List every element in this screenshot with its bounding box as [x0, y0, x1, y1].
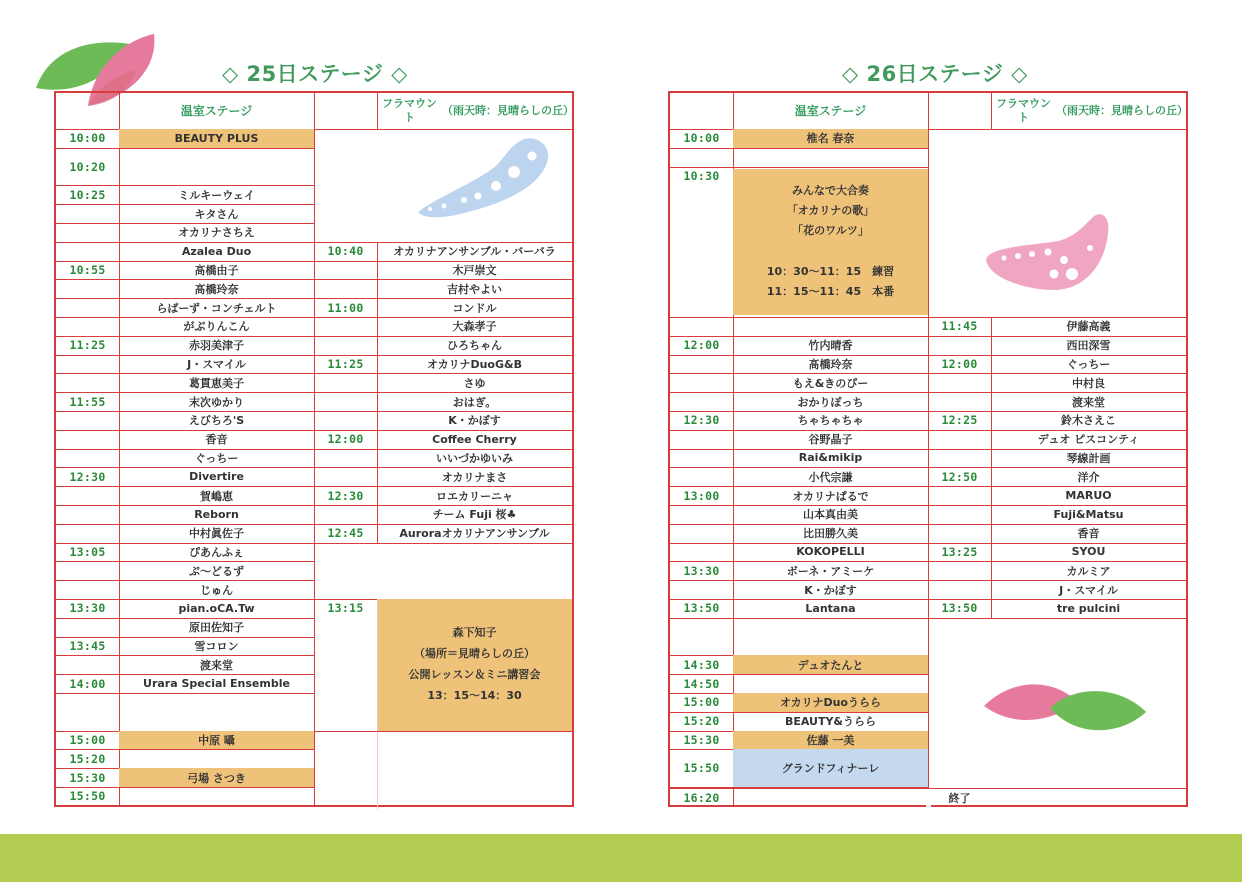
- time-slot: 13:50: [941, 601, 978, 616]
- time-slot: 15:00: [683, 695, 720, 710]
- time-slot: 13:15: [327, 601, 364, 616]
- time-slot: 13:30: [683, 563, 720, 578]
- performer-name: 末次ゆかり: [189, 395, 244, 409]
- performer-name: コンドル: [452, 301, 497, 315]
- time-slot: 15:20: [683, 714, 720, 729]
- performer-name: ボーネ・アミーケ: [786, 564, 875, 578]
- time-slot: [928, 486, 991, 505]
- time-slot: 15:30: [69, 770, 106, 785]
- time-slot: 14:50: [683, 676, 720, 691]
- time-slot: 10:55: [69, 262, 106, 277]
- day26-title: ◇ 26日ステージ ◇: [842, 62, 1028, 86]
- performer-name: [119, 693, 314, 731]
- time-slot: [928, 561, 991, 580]
- time-slot: [56, 430, 119, 449]
- time-slot: 12:45: [327, 526, 364, 541]
- performer-name: 鈴木さえこ: [1061, 414, 1116, 428]
- day25-title: ◇ 25日ステージ ◇: [222, 62, 408, 86]
- header-greenhouse-stage: 温室ステージ: [180, 103, 253, 118]
- performer-name: Fuji&Matsu: [1053, 507, 1124, 521]
- performer-name: ひろちゃん: [447, 339, 502, 353]
- time-slot: 12:30: [327, 488, 364, 503]
- ensemble-line: 「オカリナの歌」: [786, 204, 875, 218]
- time-slot: [670, 449, 733, 468]
- performer-name: 比田勝久美: [803, 527, 858, 541]
- performer-name: Reborn: [194, 507, 239, 521]
- performer-name: ぐっちー: [1066, 357, 1111, 371]
- time-slot: [928, 430, 991, 449]
- header-flamount-subtitle: （雨天時：見晴らしの丘）: [1056, 103, 1188, 117]
- row-divider: [56, 806, 314, 807]
- time-slot: 14:30: [683, 657, 720, 672]
- time-slot: [56, 618, 119, 637]
- time-slot: 15:30: [683, 732, 720, 747]
- performer-name: オカリナDuoG&B: [427, 357, 522, 371]
- time-slot: 11:25: [327, 356, 364, 371]
- performer-name: 佐藤 一美: [733, 731, 928, 750]
- end-label: 終了: [948, 791, 971, 805]
- time-slot: [670, 373, 733, 392]
- performer-name: デュオたんと: [733, 655, 928, 674]
- performer-name: チーム Fuji 桜♣: [432, 508, 517, 522]
- special-lesson-line: （場所＝見晴らしの丘）: [414, 646, 535, 660]
- header-flamount-stage: [377, 93, 572, 129]
- performer-name: KOKOPELLI: [796, 545, 865, 559]
- ensemble-line: [829, 242, 833, 262]
- time-slot: [670, 430, 733, 449]
- performer-name: Auroraオカリナアンサンブル: [399, 527, 550, 541]
- performer-name: えびちろ'S: [188, 414, 245, 428]
- header-empty-time: [314, 93, 377, 129]
- performer-name: ちゃちゃちゃ: [797, 414, 864, 428]
- time-slot: 12:00: [683, 338, 720, 353]
- row-divider: [928, 618, 1186, 619]
- column-divider: [991, 93, 992, 129]
- performer-name: 谷野晶子: [808, 433, 853, 447]
- time-slot: [928, 449, 991, 468]
- time-slot: 11:25: [69, 338, 106, 353]
- performer-name: 雪コロン: [194, 639, 239, 653]
- time-slot: 13:00: [683, 488, 720, 503]
- time-slot: [928, 336, 991, 355]
- time-slot: [56, 279, 119, 298]
- time-slot: 13:25: [941, 544, 978, 559]
- time-slot: [670, 543, 733, 562]
- header-greenhouse-stage: 温室ステージ: [794, 103, 867, 118]
- performer-name: MARUO: [1065, 489, 1112, 503]
- time-slot: [56, 505, 119, 524]
- performer-name: おかりぽっち: [797, 395, 864, 409]
- time-slot: 11:00: [327, 300, 364, 315]
- time-slot: [56, 411, 119, 430]
- time-slot: 15:50: [69, 789, 106, 804]
- time-slot: 12:50: [941, 469, 978, 484]
- time-slot: 10:30: [683, 168, 720, 183]
- time-slot: [314, 261, 377, 280]
- performer-name: 琴線計画: [1066, 451, 1111, 465]
- header-empty-time: [928, 93, 991, 129]
- performer-name: デュオ ピスコンティ: [1037, 433, 1140, 447]
- performer-name: 髙橋由子: [194, 263, 239, 277]
- performer-name: もえ&きのぴー: [792, 376, 869, 390]
- footer-band: [0, 834, 1242, 882]
- performer-name: 大森孝子: [452, 320, 497, 334]
- time-slot: [314, 317, 377, 336]
- time-slot: [314, 392, 377, 411]
- time-slot: 13:50: [683, 601, 720, 616]
- time-slot: [56, 524, 119, 543]
- performer-name: 弓場 さつき: [119, 768, 314, 787]
- time-slot: 15:20: [69, 751, 106, 766]
- time-slot: [56, 317, 119, 336]
- performer-name: K・かぼす: [448, 414, 501, 428]
- ensemble-line: みんなで大合奏: [792, 183, 869, 197]
- special-lesson-line: 森下知子: [452, 626, 497, 640]
- performer-name: 渡来堂: [200, 658, 233, 672]
- time-slot: [56, 373, 119, 392]
- performer-name: BEAUTY PLUS: [119, 129, 314, 148]
- performer-name: 西田深雪: [1066, 339, 1111, 353]
- performer-name: Lantana: [805, 601, 856, 615]
- performer-name: 葛貫恵美子: [189, 376, 244, 390]
- time-slot: 12:25: [941, 413, 978, 428]
- performer-name: 中原 囁: [119, 731, 314, 750]
- performer-name: [733, 674, 928, 693]
- performer-name: キタさん: [194, 207, 239, 221]
- time-slot: 12:30: [683, 413, 720, 428]
- header-empty-time: [56, 93, 119, 129]
- time-slot: [314, 373, 377, 392]
- time-slot: 13:30: [69, 601, 106, 616]
- time-slot: [56, 580, 119, 599]
- performer-name: [119, 787, 314, 806]
- time-slot: 13:45: [69, 638, 106, 653]
- performer-name: ミルキーウェイ: [178, 188, 255, 202]
- ensemble-line: 「花のワルツ」: [792, 224, 869, 238]
- time-slot: [670, 355, 733, 374]
- time-slot: 10:20: [69, 159, 106, 174]
- performer-name: さゆ: [463, 376, 486, 390]
- column-divider: [377, 242, 378, 543]
- header-flamount-title: フラマウント: [382, 96, 437, 124]
- header-flamount-stage: [991, 93, 1186, 129]
- performer-name: グランドフィナーレ: [733, 749, 928, 787]
- time-slot: [56, 693, 119, 731]
- time-slot: [928, 392, 991, 411]
- time-slot: 13:05: [69, 544, 106, 559]
- performer-name: 伊藤高義: [1066, 320, 1111, 334]
- ensemble-block: [733, 169, 928, 315]
- time-slot: 10:00: [69, 131, 106, 146]
- performer-name: Rai&mikip: [798, 451, 863, 465]
- performer-name: 椎名 春奈: [733, 129, 928, 148]
- time-slot: [670, 148, 733, 167]
- time-slot: 11:55: [69, 394, 106, 409]
- time-slot: [928, 524, 991, 543]
- performer-name: らばーず・コンチェルト: [156, 301, 277, 315]
- performer-name: 中村眞佐子: [189, 527, 244, 541]
- ensemble-line: 10：30～11：15 練習: [766, 265, 895, 279]
- time-slot: 12:30: [69, 469, 106, 484]
- performer-name: Urara Special Ensemble: [143, 677, 290, 691]
- performer-name: 香音: [1077, 527, 1100, 541]
- time-slot: [928, 505, 991, 524]
- performer-name: 中村良: [1072, 376, 1105, 390]
- column-divider: [991, 317, 992, 618]
- performer-name: pian.oCA.Tw: [178, 601, 255, 615]
- performer-name: SYOU: [1071, 545, 1106, 559]
- time-slot: 10:25: [69, 187, 106, 202]
- performer-name: 原田佐知子: [189, 621, 244, 635]
- performer-name: 香音: [205, 433, 228, 447]
- performer-name: オカリナDuoうらら: [733, 693, 928, 712]
- time-slot: [56, 486, 119, 505]
- performer-name: Divertire: [189, 470, 244, 484]
- time-slot: [314, 449, 377, 468]
- performer-name: がぶりんこん: [183, 320, 250, 334]
- time-slot: [56, 449, 119, 468]
- performer-name: 賀嶋恵: [200, 489, 233, 503]
- time-slot: [56, 355, 119, 374]
- time-slot: [56, 242, 119, 261]
- time-slot: [928, 373, 991, 392]
- day25-schedule-table: [54, 91, 574, 807]
- performer-name: J・スマイル: [187, 357, 246, 371]
- performer-name: 小代宗謙: [808, 470, 853, 484]
- row-divider: [670, 317, 928, 318]
- header-flamount-subtitle: （雨天時：見晴らしの丘）: [442, 103, 574, 117]
- performer-name: ぴあんふぇ: [189, 545, 244, 559]
- row-divider: [314, 731, 572, 732]
- row-divider: [670, 618, 928, 619]
- header-empty-time: [670, 93, 733, 129]
- day26-schedule-table: [668, 91, 1188, 807]
- time-slot: [314, 411, 377, 430]
- performer-name: オカリナアンサンブル・バーバラ: [393, 245, 556, 259]
- performer-name: 髙橋玲奈: [808, 357, 853, 371]
- performer-name: オカリナぱるで: [792, 489, 869, 503]
- performer-name: オカリナまさ: [441, 470, 508, 484]
- time-slot: 12:00: [941, 356, 978, 371]
- performer-name: 渡来堂: [1072, 395, 1105, 409]
- column-divider: [377, 93, 378, 129]
- time-slot: 10:40: [327, 244, 364, 259]
- time-slot: [928, 580, 991, 599]
- ensemble-line: 11：15～11：45 本番: [766, 285, 895, 299]
- performer-name: ぷ～どるず: [189, 564, 244, 578]
- time-slot: [56, 223, 119, 242]
- performer-name: じゅん: [200, 583, 233, 597]
- time-slot: [56, 655, 119, 674]
- performer-name: 赤羽美津子: [189, 339, 244, 353]
- performer-name: 洋介: [1077, 470, 1100, 484]
- performer-name: tre pulcini: [1056, 601, 1121, 615]
- time-slot: 10:00: [683, 131, 720, 146]
- performer-name: ぐっちー: [194, 451, 239, 465]
- time-slot: [56, 561, 119, 580]
- time-slot: [670, 580, 733, 599]
- time-slot: [670, 505, 733, 524]
- time-slot: [670, 392, 733, 411]
- performer-name: ロエカリーニャ: [436, 489, 513, 503]
- time-slot: [670, 524, 733, 543]
- row-divider: [314, 543, 572, 544]
- performer-name: Coffee Cherry: [432, 432, 517, 446]
- special-lesson-line: 13：15～14：30: [427, 688, 522, 702]
- column-divider: [377, 599, 378, 809]
- time-slot: [314, 279, 377, 298]
- time-slot: 15:50: [683, 761, 720, 776]
- time-slot: 14:00: [69, 676, 106, 691]
- performer-name: [119, 148, 314, 186]
- performer-name: [119, 749, 314, 768]
- time-slot: [314, 467, 377, 486]
- time-slot: [314, 336, 377, 355]
- special-lesson-block: [377, 599, 572, 731]
- performer-name: Azalea Duo: [181, 244, 252, 258]
- time-slot: [56, 298, 119, 317]
- performer-name: K・かぼす: [804, 583, 857, 597]
- time-slot: 15:00: [69, 732, 106, 747]
- performer-name: BEAUTY&うらら: [784, 715, 877, 729]
- performer-name: いいづかゆいみ: [436, 451, 513, 465]
- performer-name: 髙橋玲奈: [194, 282, 239, 296]
- time-slot: [56, 204, 119, 223]
- performer-name: 竹内晴香: [808, 339, 853, 353]
- time-slot: 11:45: [941, 319, 978, 334]
- performer-name: おはぎ。: [452, 395, 497, 409]
- performer-name: [733, 148, 928, 167]
- special-lesson-line: 公開レッスン＆ミニ講習会: [408, 667, 541, 681]
- time-slot: 16:20: [683, 790, 720, 805]
- time-slot: 12:00: [327, 432, 364, 447]
- performer-name: オカリナさちえ: [178, 226, 255, 240]
- performer-name: 木戸崇文: [452, 263, 497, 277]
- performer-name: 吉村やよい: [447, 282, 502, 296]
- performer-name: カルミア: [1066, 564, 1111, 578]
- time-slot: [670, 467, 733, 486]
- time-slot: [314, 505, 377, 524]
- header-flamount-title: フラマウント: [996, 96, 1051, 124]
- performer-name: 山本真由美: [803, 508, 858, 522]
- performer-name: J・スマイル: [1059, 583, 1118, 597]
